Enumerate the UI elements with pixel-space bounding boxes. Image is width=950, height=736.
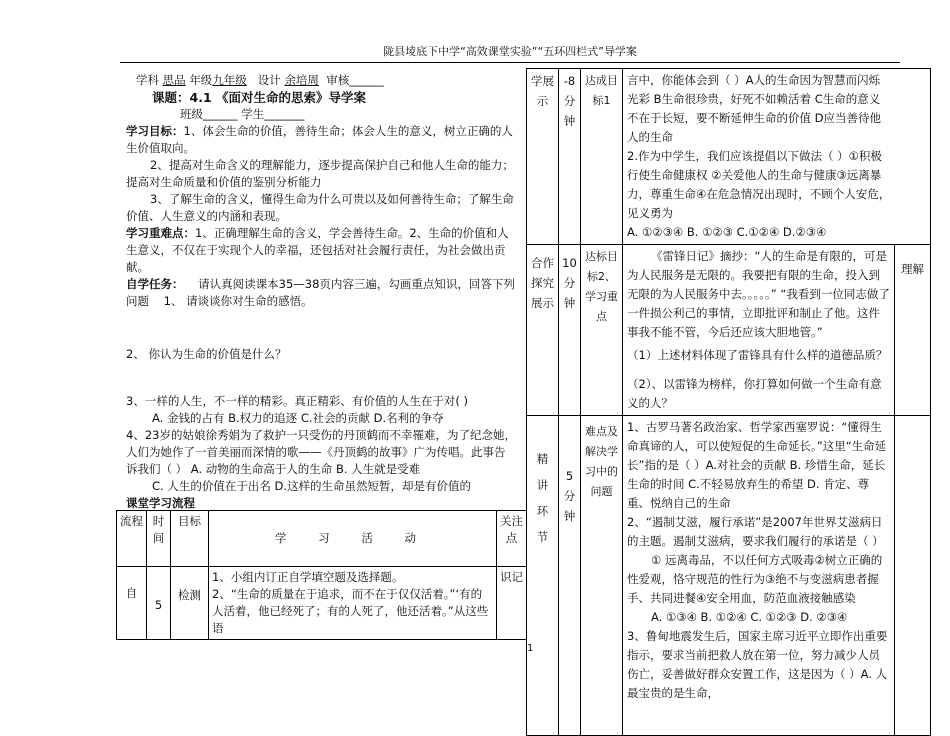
row-stage: 学展示 (527, 69, 559, 245)
content-line: A. ①②③④ B. ①②③ C.①②④ D.②③④ (627, 225, 827, 239)
content-line: 1、古罗马著名政治家、哲学家西塞罗说：“懂得生命真谛的人，可以使短促的生命延长。”这里“生命延长”指的是（ ）A.对社会的贡献 B. 珍惜生命，延长生命的时间 C.不轻易放弃生的希望 D. 肯定、尊重、悦纳自己的生命 (627, 420, 887, 510)
document-title: 课题：4.1 《面对生命的思索》导学案 (152, 90, 366, 105)
table-row (527, 69, 931, 245)
row-focus (895, 416, 931, 736)
row-goal: 检测 (171, 567, 209, 640)
content-line: （1）上述材料体现了雷锋具有什么样的道德品质？ (627, 348, 888, 362)
flow-table (116, 510, 527, 640)
key-points-text: 1、正确理解生命的含义，学会善待生命。2、生命的价值和人生意义，不仅在于实现个人的幸福，还包括对社会履行责任，为社会做出贡献。 (126, 226, 509, 274)
header-activity (209, 511, 497, 567)
row-time: 5分钟 (559, 416, 581, 736)
header-rule (120, 62, 900, 63)
objective-3: 3、了解生命的含义，懂得生命为什么可贵以及如何善待生命；了解生命价值、人生意义的内涵和表现。 (126, 192, 514, 223)
row-content (623, 416, 895, 736)
objective-1 (126, 123, 516, 157)
row-content (623, 69, 895, 245)
subject-label: 学科 (136, 73, 159, 87)
question-3-options: A. 金钱的占有 B.权力的追逐 C.社会的贡献 D.名利的争夺 (152, 411, 444, 425)
row-goal: 达标目标2、学习重点 (581, 245, 623, 416)
content-line: 3、鲁甸地震发生后，国家主席习近平立即作出重要指示，要求当前把救人放在第一位，努力减少人员伤亡，妥善做好群众安置工作，这是因为（ ）A. 人最宝贵的是生命， (627, 629, 888, 700)
activity-1: 1、小组内订正自学填空题及选择题。 (212, 570, 404, 584)
left-column (126, 72, 516, 512)
table-row (117, 567, 527, 640)
objective-2: 2、提高对生命含义的理解能力，逐步提高保护自己和他人生命的能力；提高对生命质量和价值的鉴别分析能力 (126, 158, 514, 189)
flow-table-header-row (117, 511, 527, 567)
row-stage: 合作探究展示 (527, 245, 559, 416)
reviewer-value: ______ (349, 73, 384, 87)
row-content (623, 245, 895, 416)
content-line: ① 远离毒品，不以任何方式吸毒②树立正确的性爱观，恪守规范的性行为③绝不与变滋病患者握手、共同进餐④安全用血，防范血液接触感染 (627, 553, 883, 605)
header-goal: 目标 (171, 511, 209, 567)
question-4: 4、23岁的姑娘徐秀娟为了救护一只受伤的丹顶鹤而不幸罹难，为了纪念她，人们为她作了一首美丽而深情的歌——《丹顶鹤的故事》广为传唱。此事告诉我们（ ） A. 动物的生命高于人的生命 B. 人生就是受难 (126, 428, 516, 476)
question-4-options: C. 人生的价值在于出名 D.这样的生命虽然短暂，却是有价值的 (152, 479, 472, 493)
table-row (527, 416, 931, 736)
row-stage-text: 精讲环节 (536, 452, 549, 544)
self-study-task (126, 276, 516, 310)
content-line: 《雷锋日记》摘抄：“人的生命是有限的，可是为人民服务是无限的。我要把有限的生命，投入到无限的为人民服务中去。。。。。” “我看到一位同志做了一件损公利己的事情，立即批评和制止了他。这件事我不能不管，今后还应该大胆地管。” (627, 249, 890, 339)
header-activity-text: 学 习 活 动 (275, 531, 430, 545)
row-focus: 识记 (497, 567, 527, 640)
content-line: 言中，你能体会到（ ）A人的生命因为智慧而闪烁光彩 B生命很珍贵，好死不如赖活着 C生命的意义不在于长短，要不断延伸生命的价值 D应当善待他人的生命 (627, 73, 882, 144)
row-focus: 理解 (895, 245, 931, 416)
question-3: 3、一样的人生，不一样的精彩。真正精彩、有价值的人生在于对( ) (126, 394, 468, 408)
grade-value: 九年级 (212, 73, 247, 87)
answer-space (126, 363, 516, 393)
table-row (527, 245, 931, 416)
flow-title: 课堂学习流程 (126, 496, 195, 510)
content-line: A. ①③④ B. ①②④ C. ①②③ D. ②③④ (651, 610, 848, 624)
key-points-label: 学习重难点： (126, 226, 195, 240)
page-header: 陇县堎底下中学“高效课堂实验”“五环四栏式”导学案 (383, 45, 637, 58)
task-label: 自学任务： (126, 277, 184, 291)
header-focus: 关注点 (497, 511, 527, 567)
objectives-label: 学习目标： (126, 124, 184, 138)
grade-label: 年级 (189, 73, 213, 87)
row-stage (527, 416, 559, 736)
activity-table (526, 68, 931, 736)
row-time: 5 (147, 567, 171, 640)
row-activity (209, 567, 497, 640)
header-time: 时间 (147, 511, 171, 567)
class-student-line: 班级______ 学生_______ (180, 107, 305, 121)
objective-1-text: 1、体会生命的价值，善待生命；体会人生的意义，树立正确的人生价值取向。 (126, 124, 513, 155)
designer-value: 余培周 (284, 73, 319, 87)
content-line: 2.作为中学生，我们应该提倡以下做法（ ）①积极行使生命健康权 ②关爱他人的生命与健康③远离暴力，尊重生命④在危急情况出现时，不顾个人安危，见义勇为 (627, 149, 891, 220)
page-number: 1 (527, 643, 534, 654)
task-text: 请认真阅读课本35—38页内容三遍，勾画重点知识，回答下列问题 (126, 277, 515, 308)
activity-2: 2、“生命的质量在于追求，而不在于仅仅活着。”‘有的人活着，他已经死了；有的人死了，他还活着。”从这些语 (212, 587, 489, 635)
content-line: （2）、以雷锋为榜样，你打算如何做一个生命有意义的人？ (627, 377, 882, 410)
header-stage: 流程 (117, 511, 147, 567)
question-2: 2、 你认为生命的价值是什么？ (126, 347, 287, 361)
row-goal: 达成目标1 (581, 69, 623, 245)
row-goal: 难点及解决学习中的问题 (581, 416, 623, 736)
row-time: -8分钟 (559, 69, 581, 245)
question-1: 1、 请谈谈你对生命的感悟。 (163, 294, 313, 308)
key-points (126, 225, 516, 276)
row-time: 10分钟 (559, 245, 581, 416)
content-line: 2、“遏制艾滋，履行承诺”是2007年世界艾滋病日的主题。遏制艾滋病，要求我们履行的承诺是（ ） (627, 515, 884, 548)
row-focus (895, 69, 931, 245)
reviewer-label: 审核 (326, 73, 350, 87)
designer-label: 设计 (257, 73, 281, 87)
answer-space (126, 310, 516, 346)
row-stage: 自 (117, 567, 147, 640)
subject-value: 思品 (162, 73, 186, 87)
meta-line (126, 72, 516, 89)
